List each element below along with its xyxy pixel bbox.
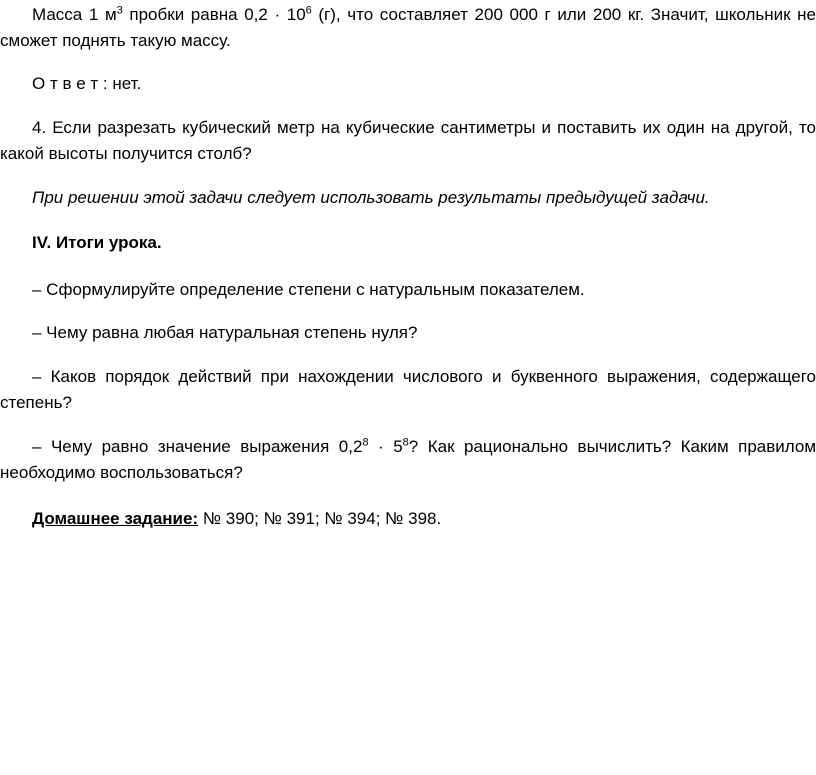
paragraph-hint: [0, 185, 816, 211]
question-zero-power-text: – Чему равна любая натуральная степень нуля?: [32, 323, 418, 342]
question-order-text: – Каков порядок действий при нахождении числового и буквенного выражения, содержащего степень?: [0, 367, 816, 412]
p9-sup-1: 8: [362, 436, 369, 449]
section-heading-text: IV. Итоги урока.: [32, 233, 162, 252]
p9-text-3: ? Как рационально вычислить? Каким правилом необходимо воспользоваться?: [0, 437, 816, 482]
section-heading-lesson-summary: [0, 230, 816, 256]
paragraph-task-4: [0, 115, 816, 167]
task-4-text: 4. Если разрезать кубический метр на кубические сантиметры и поставить их один на другой, то какой высоты получится столб?: [0, 118, 816, 163]
p1-text-3: (г), что составляет 200 000 г или 200 кг. Значит, школьник не сможет поднять такую массу.: [0, 5, 816, 50]
p9-sup-2: 8: [402, 436, 409, 449]
paragraph-answer: [0, 71, 816, 97]
paragraph-cork-mass: [0, 2, 816, 54]
p1-text-1: Масса 1 м: [32, 5, 117, 24]
homework-text: № 390; № 391; № 394; № 398.: [198, 509, 442, 528]
p1-text-2: пробки равна 0,2 · 10: [122, 5, 306, 24]
p1-sup-2: 6: [305, 4, 312, 17]
question-expression-value: [0, 434, 816, 486]
p9-text-2: · 5: [368, 437, 403, 456]
question-zero-power: [0, 320, 816, 346]
p9-text-1: – Чему равно значение выражения 0,2: [32, 437, 363, 456]
question-definition-text: – Сформулируйте определение степени с натуральным показателем.: [32, 280, 585, 299]
question-definition: [0, 277, 816, 303]
p1-sup-1: 3: [116, 4, 123, 17]
question-order-of-operations: [0, 364, 816, 416]
hint-text: При решении этой задачи следует использовать результаты предыдущей задачи.: [32, 188, 710, 207]
homework-label: Домашнее задание:: [32, 509, 199, 528]
answer-label: О т в е т: [32, 74, 99, 93]
paragraph-homework: [0, 506, 816, 532]
answer-text: : нет.: [98, 74, 142, 93]
